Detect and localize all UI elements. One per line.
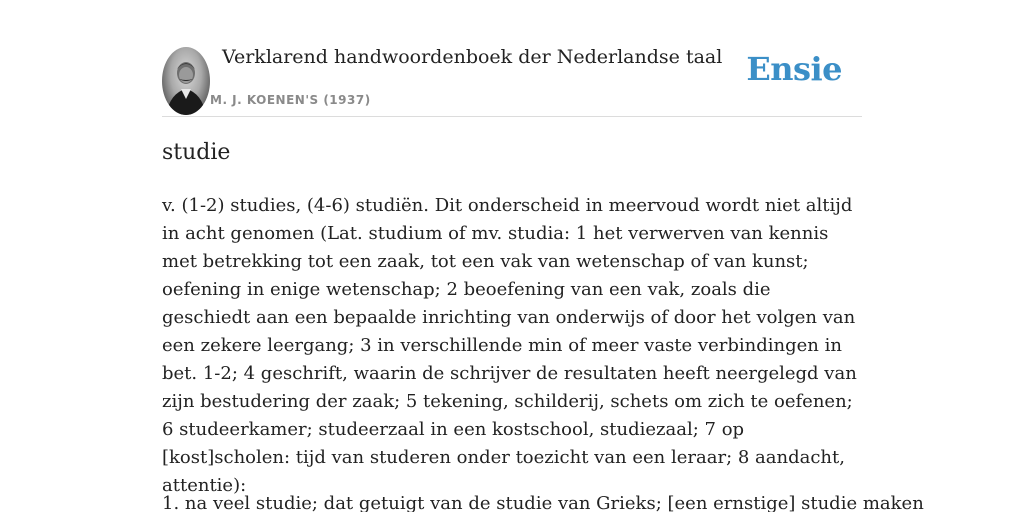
entry-example: 1. na veel studie; dat getuigt van de studie van Grieks; [een ernstige] studie maken: [162, 493, 924, 512]
ensie-logo-link[interactable]: Ensie: [746, 50, 842, 88]
author-portrait: [162, 47, 210, 115]
book-subtitle: M. J. KOENEN'S (1937): [210, 93, 371, 107]
entry-headword: studie: [162, 140, 231, 165]
entry-definition: v. (1-2) studies, (4-6) studiën. Dit onderscheid in meervoud wordt niet altijd in acht genomen (Lat. studium of mv. studia: 1 het verwerven van kennis met betrekking tot een zaak, tot een vak van wetenschap of van kunst; oefening in enige wetenschap; 2 beoefening van een vak, zoals die geschiedt aan een bepaalde inrichting van onderwijs of door het volgen van een zekere leergang; 3 in verschillende min of meer vaste verbindingen in bet. 1-2; 4 geschrift, waarin de schrijver de resultaten heeft neergelegd van zijn bestudering der zaak; 5 tekening, schilderij, schets om zich te oefenen; 6 studeerkamer; studeerzaal in een kostschool, studiezaal; 7 op [kost]scholen: tijd van studeren onder toezicht van een leraar; 8 aandacht, attentie):: [162, 195, 857, 496]
dictionary-header: [162, 0, 862, 117]
book-title: Verklarend handwoordenboek der Nederlandse taal: [222, 46, 723, 68]
